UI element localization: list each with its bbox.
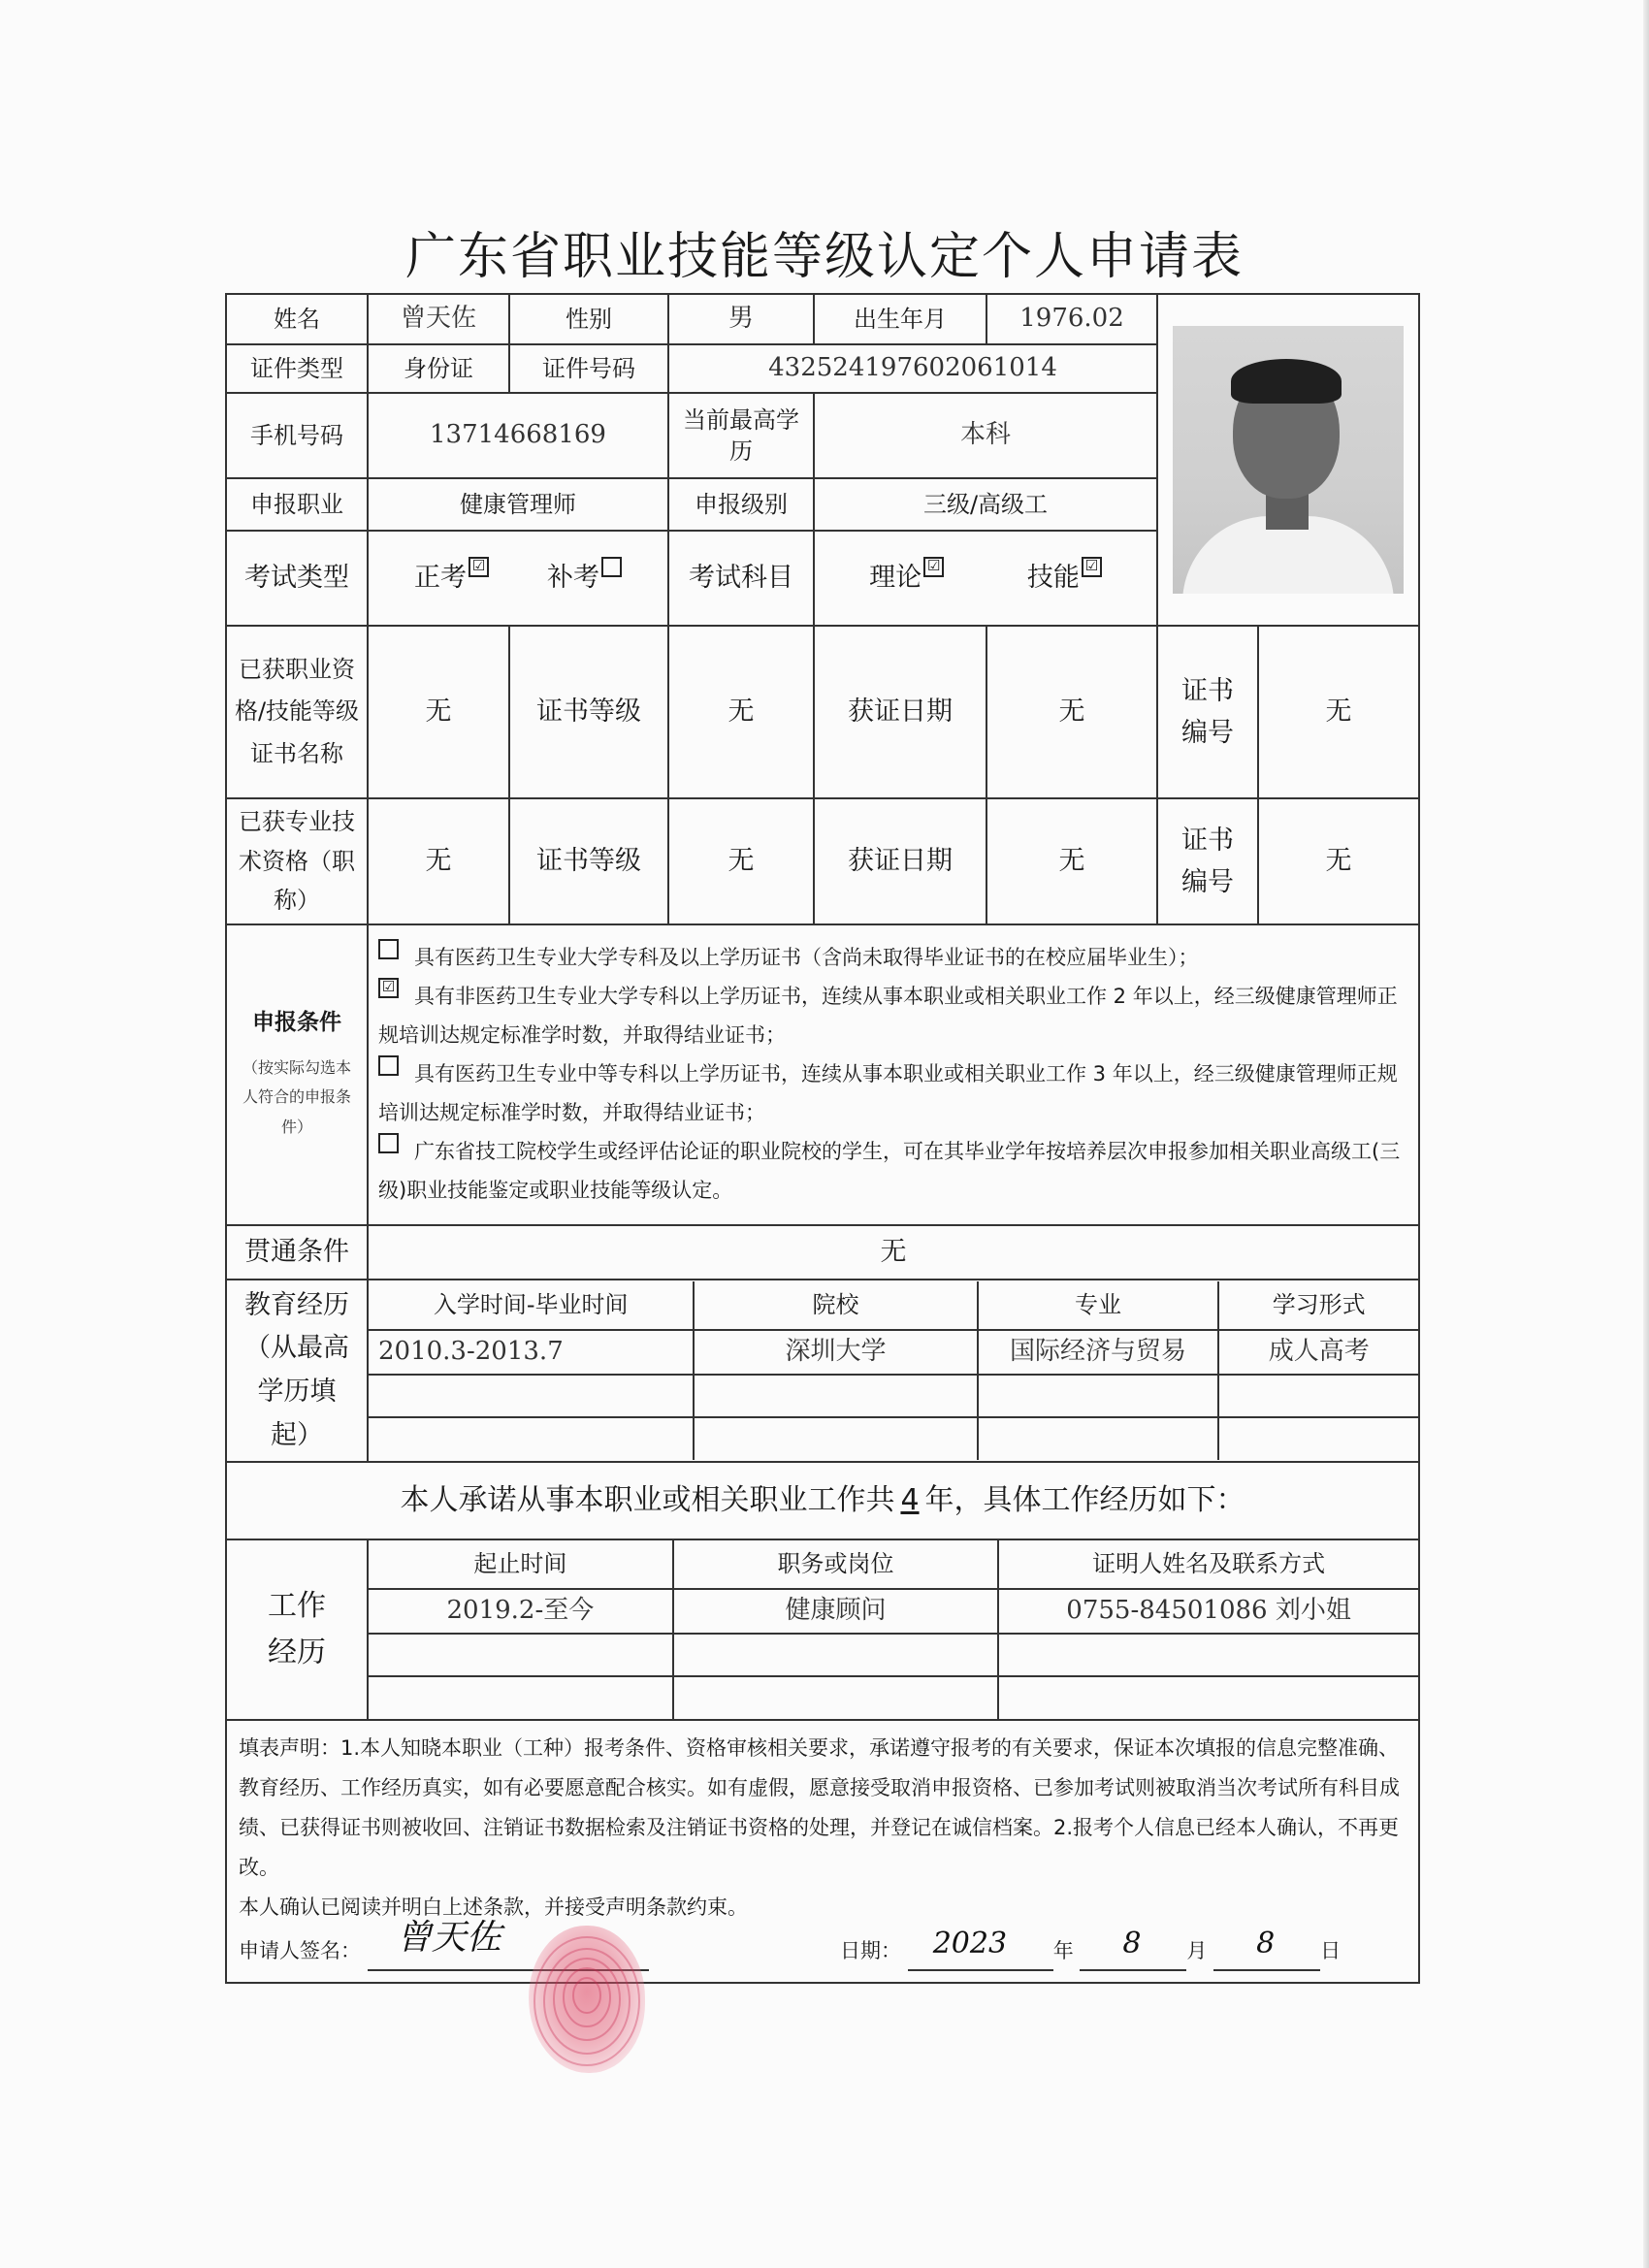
education-period[interactable]: 2010.3-2013.7: [369, 1330, 694, 1375]
work-table: [369, 1540, 1418, 1719]
work-position[interactable]: [673, 1676, 998, 1719]
application-form: [225, 293, 1420, 1984]
subject-label: 考试科目: [668, 531, 814, 626]
work-cell: [368, 1539, 1419, 1720]
subject-option-skill[interactable]: 技能 ☑: [1027, 563, 1102, 593]
work-reference[interactable]: [998, 1676, 1418, 1719]
date-day-field[interactable]: [1213, 1927, 1320, 1971]
vocational-cert-label: 已获职业资格/技能等级证书名称: [226, 626, 368, 798]
id-type-value[interactable]: 身份证: [368, 344, 509, 393]
professional-no-value[interactable]: 无: [1258, 798, 1419, 924]
photo-cell: [1157, 294, 1419, 626]
gender-label: 性别: [509, 294, 668, 344]
row-conditions: [226, 924, 1419, 1225]
education-table: [369, 1281, 1418, 1460]
education-period[interactable]: [369, 1417, 694, 1460]
education-header: 专业: [978, 1281, 1219, 1330]
conditions-list: [368, 924, 1419, 1225]
row-vocational-cert: [226, 626, 1419, 798]
gender-value[interactable]: 男: [668, 294, 814, 344]
through-label: 贯通条件: [226, 1225, 368, 1280]
table-row: [369, 1375, 1418, 1417]
exam-type-option-formal[interactable]: 正考 ☑: [414, 563, 489, 593]
conditions-label: 申报条件: [252, 1009, 341, 1035]
declaration-confirm: 本人确认已阅读并明白上述条款，并接受声明条款约束。: [239, 1895, 748, 1919]
row-pledge: [226, 1462, 1419, 1539]
education-school[interactable]: [694, 1375, 977, 1417]
vocational-grade-value[interactable]: 无: [668, 626, 814, 798]
pledge-text: 本人承诺从事本职业或相关职业工作共 4 年，具体工作经历如下：: [226, 1462, 1419, 1539]
level-label: 申报级别: [668, 478, 814, 531]
declaration-text: 填表声明：1.本人知晓本职业（工种）报考条件、资格审核相关要求，承诺遵守报考的有关要求，保证本次填报的信息完整准确、教育经历、工作经历真实，如有必要愿意配合核实。如有虚假，愿意接受取消申报资格、已参加考试则被取消当次考试所有科目成绩、已获得证书则被收回、注销证书数据检索及注销证书资格的处理，并登记在诚信档案。2.报考个人信息已经本人确认，不再更改。: [239, 1736, 1400, 1879]
table-row: [369, 1330, 1418, 1375]
work-header: 证明人姓名及联系方式: [998, 1540, 1418, 1589]
page-edge: [1643, 0, 1649, 2268]
professional-grade-value[interactable]: 无: [668, 798, 814, 924]
education-header: 院校: [694, 1281, 977, 1330]
edu-value[interactable]: 本科: [814, 393, 1157, 478]
edu-label: 当前最高学历: [668, 393, 814, 478]
vocational-grade-label: 证书等级: [509, 626, 668, 798]
checkbox-icon[interactable]: ☑: [469, 557, 489, 577]
checkbox-icon[interactable]: [601, 557, 622, 577]
date-year: 2023: [932, 1927, 1008, 1961]
phone-value[interactable]: 13714668169: [368, 393, 668, 478]
checkbox-icon[interactable]: [378, 1055, 399, 1076]
work-header: 起止时间: [369, 1540, 673, 1589]
date-month-field[interactable]: [1080, 1927, 1186, 1971]
vocational-no-value[interactable]: 无: [1258, 626, 1419, 798]
work-position[interactable]: [673, 1634, 998, 1676]
date-year-field[interactable]: [908, 1927, 1053, 1971]
row-professional-cert: [226, 798, 1419, 924]
vocational-cert-value[interactable]: 无: [368, 626, 509, 798]
id-no-label: 证件号码: [509, 344, 668, 393]
sign-label: 申请人签名：: [239, 1938, 361, 1962]
table-row: [369, 1589, 1418, 1634]
occupation-value[interactable]: 健康管理师: [368, 478, 668, 531]
professional-grade-label: 证书等级: [509, 798, 668, 924]
education-header: 学习形式: [1218, 1281, 1418, 1330]
checkbox-icon[interactable]: [378, 939, 399, 959]
vocational-no-label: 证书编号: [1157, 626, 1258, 798]
condition-item[interactable]: 具有医药卫生专业大学专科及以上学历证书（含尚未取得毕业证书的在校应届毕业生）；: [378, 939, 1408, 978]
education-major[interactable]: [978, 1417, 1219, 1460]
exam-type-label: 考试类型: [226, 531, 368, 626]
year-unit: 年: [1052, 1938, 1074, 1962]
work-header: 职务或岗位: [673, 1540, 998, 1589]
subject-options: [814, 531, 1157, 626]
row-declaration: [226, 1720, 1419, 1983]
education-cell: [368, 1280, 1419, 1462]
condition-item[interactable]: 具有医药卫生专业中等专科以上学历证书，连续从事本职业或相关职业工作 3 年以上，经三级健康管理师正规培训达规定标准学时数，并取得结业证书；: [378, 1055, 1408, 1133]
table-row: [369, 1417, 1418, 1460]
exam-type-options: [368, 531, 668, 626]
day-unit: 日: [1320, 1938, 1342, 1962]
professional-date-label: 获证日期: [814, 798, 986, 924]
education-mode[interactable]: [1218, 1417, 1418, 1460]
vocational-date-value[interactable]: 无: [986, 626, 1157, 798]
work-label: 工作经历: [226, 1539, 368, 1720]
professional-cert-value[interactable]: 无: [368, 798, 509, 924]
phone-label: 手机号码: [226, 393, 368, 478]
occupation-label: 申报职业: [226, 478, 368, 531]
checkbox-icon[interactable]: ☑: [378, 978, 399, 998]
exam-type-option-makeup[interactable]: 补考: [547, 563, 622, 593]
professional-cert-label: 已获专业技术资格（职称）: [226, 798, 368, 924]
education-mode[interactable]: 成人高考: [1218, 1330, 1418, 1375]
id-type-label: 证件类型: [226, 344, 368, 393]
name-label: 姓名: [226, 294, 368, 344]
education-major[interactable]: [978, 1375, 1219, 1417]
applicant-photo: [1173, 326, 1404, 594]
month-unit: 月: [1186, 1938, 1208, 1962]
conditions-note: （按实际勾选本人符合的申报条件）: [242, 1057, 351, 1136]
subject-option-theory[interactable]: 理论 ☑: [869, 563, 944, 593]
date-group: [840, 1927, 1342, 1971]
condition-item[interactable]: ☑ 具有非医药卫生专业大学专科以上学历证书，连续从事本职业或相关职业工作 2 年以上，经三级健康管理师正规培训达规定标准学时数，并取得结业证书；: [378, 978, 1398, 1048]
education-label: 教育经历（从最高学历填起）: [226, 1280, 368, 1462]
row-education: [226, 1280, 1419, 1462]
work-period[interactable]: [369, 1676, 673, 1719]
work-reference[interactable]: [998, 1634, 1418, 1676]
vocational-date-label: 获证日期: [814, 626, 986, 798]
condition-item[interactable]: 广东省技工院校学生或经评估论证的职业院校的学生，可在其毕业学年按培养层次申报参加相关职业高级工(三级)职业技能鉴定或职业技能等级认定。: [378, 1133, 1408, 1211]
photo-hair: [1231, 359, 1342, 404]
date-day: 8: [1256, 1927, 1276, 1961]
education-school[interactable]: [694, 1417, 977, 1460]
birth-value[interactable]: 1976.02: [986, 294, 1157, 344]
work-period[interactable]: 2019.2-至今: [369, 1589, 673, 1634]
name-value[interactable]: 曾天佐: [368, 294, 509, 344]
table-row: [369, 1634, 1418, 1676]
row-name: [226, 294, 1419, 344]
row-work: [226, 1539, 1419, 1720]
level-value[interactable]: 三级/高级工: [814, 478, 1157, 531]
work-period[interactable]: [369, 1634, 673, 1676]
education-school[interactable]: 深圳大学: [694, 1330, 977, 1375]
declaration-cell: [226, 1720, 1419, 1983]
birth-label: 出生年月: [814, 294, 986, 344]
work-position[interactable]: 健康顾问: [673, 1589, 998, 1634]
signature-row: [239, 1918, 1406, 1974]
page-title: 广东省职业技能等级认定个人申请表: [404, 228, 1244, 286]
work-header-row: [369, 1540, 1418, 1589]
education-major[interactable]: 国际经济与贸易: [978, 1330, 1219, 1375]
education-mode[interactable]: [1218, 1375, 1418, 1417]
pledge-years[interactable]: 4: [900, 1482, 920, 1517]
row-through: [226, 1225, 1419, 1280]
education-period[interactable]: [369, 1375, 694, 1417]
checkbox-icon[interactable]: ☑: [923, 557, 944, 577]
checkbox-icon[interactable]: ☑: [1082, 557, 1102, 577]
date-month: 8: [1122, 1927, 1142, 1961]
education-header-row: [369, 1281, 1418, 1330]
professional-no-label: 证书编号: [1157, 798, 1258, 924]
fingerprint-ridges: [529, 1926, 645, 2073]
table-row: [369, 1676, 1418, 1719]
signature: 曾天佐: [396, 1918, 501, 1959]
work-reference[interactable]: 0755-84501086 刘小姐: [998, 1589, 1418, 1634]
date-label: 日期：: [840, 1938, 901, 1962]
professional-date-value[interactable]: 无: [986, 798, 1157, 924]
through-value[interactable]: 无: [368, 1225, 1419, 1280]
id-no-value[interactable]: 432524197602061014: [668, 344, 1157, 393]
conditions-label-cell: [226, 924, 368, 1225]
checkbox-icon[interactable]: [378, 1133, 399, 1153]
education-header: 入学时间-毕业时间: [369, 1281, 694, 1330]
